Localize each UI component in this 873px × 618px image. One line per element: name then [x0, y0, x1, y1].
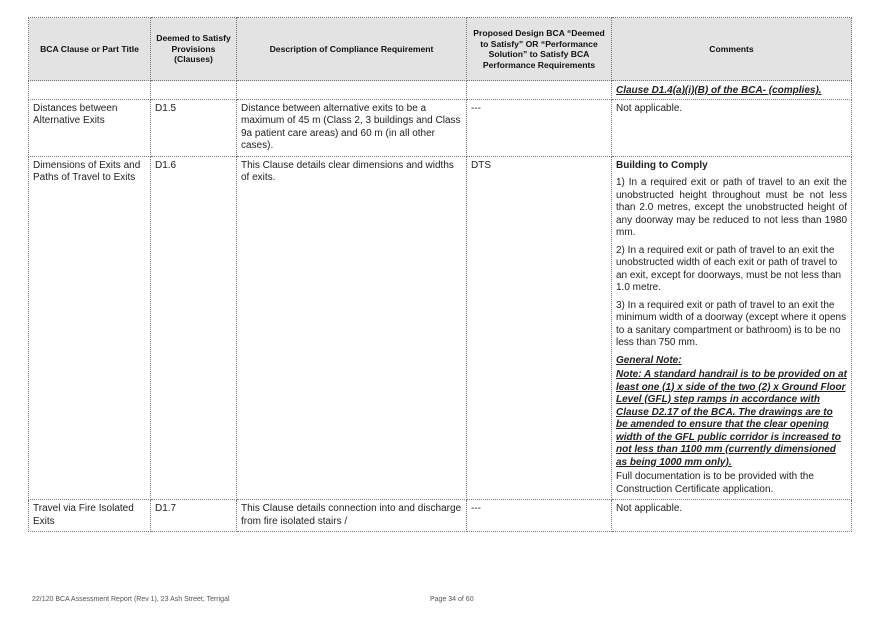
general-note: Note: A standard handrail is to be provided on at least one (1) x side of the two (2) x Ground Floor Level (GFL) step ramps in accordance with Clause D2.17 of the BCA. The drawings are to be amended to ensure that the clear opening width of the GFL public corridor is increased to not less than 1100 mm (currently dimensioned as being 1000 mm only). — [616, 369, 847, 468]
comment-item: 1) In a required exit or path of travel to an exit the unobstructed height throughout must be not less than 2.0 metres, except the unobstructed height of any doorway may be reduced to not less than 1980 mm. — [616, 177, 847, 238]
compliance-description: This Clause details connection into and discharge from fire isolated stairs / — [237, 500, 467, 532]
clause-title: Distances between Alternative Exits — [29, 99, 151, 156]
table-row — [29, 156, 852, 500]
header-comments: Comments — [612, 18, 852, 81]
proposed-design: --- — [467, 99, 612, 156]
compliance-description: This Clause details clear dimensions and widths of exits. — [237, 156, 467, 500]
proposed-design: DTS — [467, 156, 612, 500]
footer-page-number: Page 34 of 60 — [430, 596, 474, 603]
footer-report-reference: 22/120 BCA Assessment Report (Rev 1), 23 Ash Street, Terrigal — [32, 596, 230, 603]
header-description: Description of Compliance Requirement — [237, 18, 467, 81]
clause-number: D1.7 — [151, 500, 237, 532]
comment — [612, 156, 852, 500]
bca-assessment-table — [28, 17, 852, 532]
table-row — [29, 500, 852, 532]
header-dts-provisions: Deemed to Satisfy Provisions (Clauses) — [151, 18, 237, 81]
general-note-heading: General Note: — [616, 354, 682, 366]
comment: Not applicable. — [612, 99, 852, 156]
continuation-comment: Clause D1.4(a)(i)(B) of the BCA- (complies). — [612, 81, 852, 100]
clause-title: Travel via Fire Isolated Exits — [29, 500, 151, 532]
proposed-design: --- — [467, 500, 612, 532]
clause-number: D1.5 — [151, 99, 237, 156]
comment-item: 2) In a required exit or path of travel to an exit the unobstructed width of each exit or path of travel to an exit, except for doorways, must be not less than 1.0 metre. — [616, 244, 842, 293]
compliance-description: Distance between alternative exits to be a maximum of 45 m (Class 2, 3 buildings and Class 9a patient care areas) and 60 m (in all other cases). — [237, 99, 467, 156]
table-header-row — [29, 18, 852, 81]
clause-title: Dimensions of Exits and Paths of Travel to Exits — [29, 156, 151, 500]
clause-number: D1.6 — [151, 156, 237, 500]
header-clause-title: BCA Clause or Part Title — [29, 18, 151, 81]
comment-heading: Building to Comply — [616, 159, 708, 171]
table-row-continuation — [29, 81, 852, 100]
closing-note: Full documentation is to be provided with the Construction Certificate application. — [616, 471, 814, 495]
header-proposed-design: Proposed Design BCA “Deemed to Satisfy” OR “Performance Solution” to Satisfy BCA Performance Requirements — [467, 18, 612, 81]
comment-item: 3) In a required exit or path of travel to an exit the minimum width of a doorway (except where it opens to a sanitary compartment or bathroom) is to be no less than 750 mm. — [616, 299, 847, 348]
comment: Not applicable. — [612, 500, 852, 532]
table-row — [29, 99, 852, 156]
